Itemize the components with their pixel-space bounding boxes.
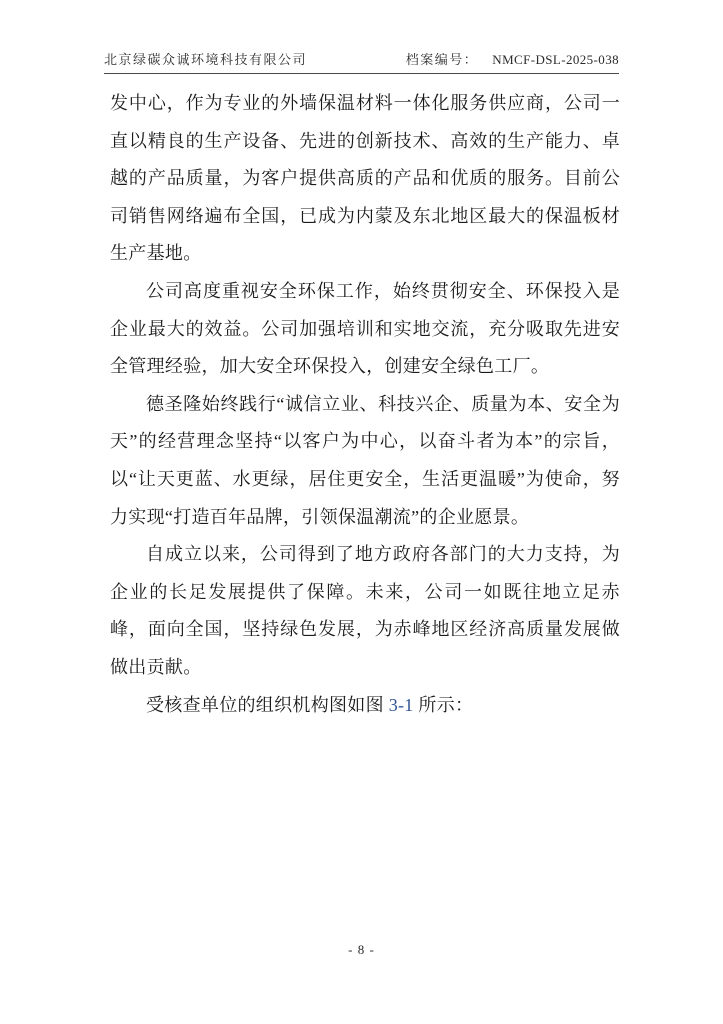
archive-number-label: 档案编号： [405,52,479,67]
header-archive-group [406,49,619,68]
paragraph-continuation: 发中心，作为专业的外墙保温材料一体化服务供应商，公司一直以精良的生产设备、先进的创新技术、高效的生产能力、卓越的产品质量，为客户提供高质的产品和优质的服务。目前公司销售网络遍布全国，已成为内蒙及东北地区最大的保温板材生产基地。 [110,93,620,264]
paragraph-outlook: 自成立以来，公司得到了地方政府各部门的大力支持，为企业的长足发展提供了保障。未来，公司一如既往地立足赤峰，面向全国，坚持绿色发展，为赤峰地区经济高质量发展做做出贡献。 [110,544,620,677]
paragraph-safety: 公司高度重视安全环保工作，始终贯彻安全、环保投入是企业最大的效益。公司加强培训和实地交流，充分吸取先进安全管理经验，加大安全环保投入，创建安全绿色工厂。 [110,280,620,377]
page-header [104,49,619,74]
paragraph-figure-reference [110,687,620,725]
document-body [110,85,620,724]
figure-reference-link[interactable]: 3-1 [388,694,414,715]
page-number: - 8 - [348,942,375,957]
figure-reference-prefix: 受核查单位的组织机构图如图 [146,694,389,715]
figure-reference-suffix: 所示： [413,694,474,715]
archive-number-value: NMCF-DSL-2025-038 [492,52,619,67]
paragraph-philosophy: 德圣隆始终践行“诚信立业、科技兴企、质量为本、安全为天”的经营理念坚持“以客户为中心，以奋斗者为本”的宗旨，以“让天更蓝、水更绿，居住更安全，生活更温暖”为使命，努力实现“打造百年品牌，引领保温潮流”的企业愿景。 [110,393,620,527]
page-footer [0,942,723,958]
header-company-name: 北京绿碳众诚环境科技有限公司 [104,52,308,67]
